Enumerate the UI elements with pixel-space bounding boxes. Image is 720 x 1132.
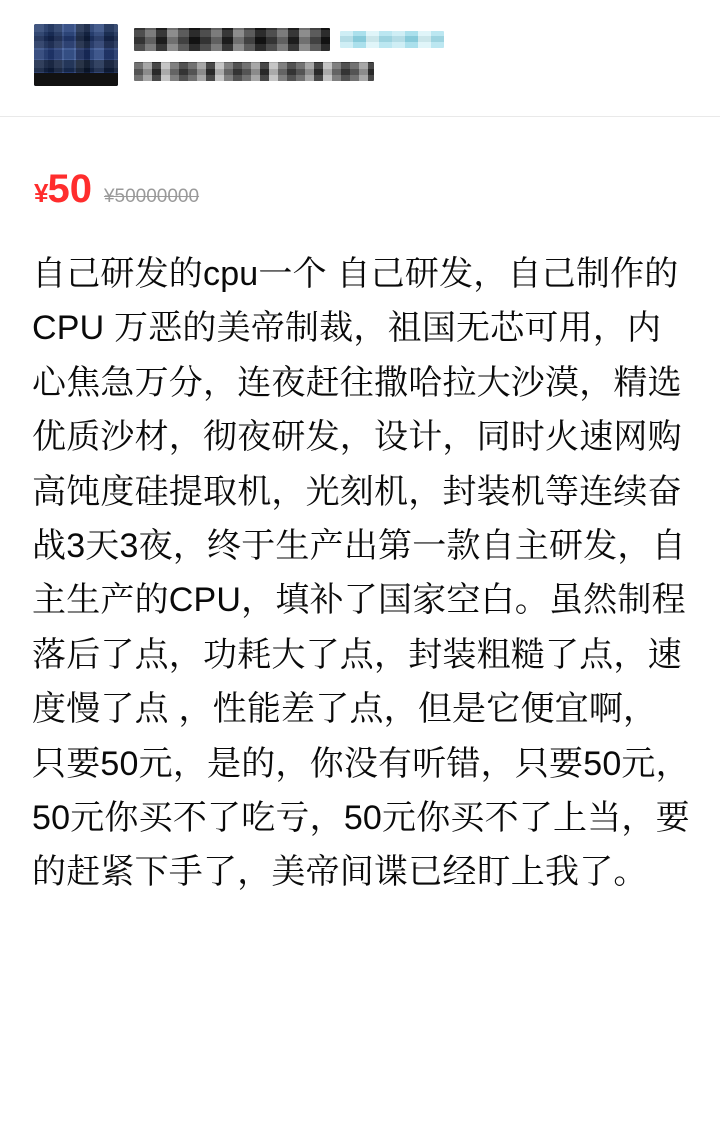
seller-subtitle-row <box>134 62 686 81</box>
avatar[interactable] <box>34 24 118 86</box>
seller-name-censored <box>134 28 330 51</box>
seller-subtitle-censored <box>134 62 374 81</box>
seller-info <box>134 24 686 81</box>
avatar-bottom-bar <box>34 73 118 86</box>
price-block <box>0 117 720 209</box>
seller-header[interactable] <box>0 0 720 117</box>
seller-tag-censored <box>340 31 444 48</box>
current-price <box>34 169 92 209</box>
original-price: ¥50000000 <box>103 186 200 207</box>
seller-name-row <box>134 28 686 51</box>
current-price-value: 50 <box>47 167 92 211</box>
currency-symbol: ¥ <box>34 178 48 208</box>
listing-description: 自己研发的cpu一个 自己研发，自己制作的CPU 万恶的美帝制裁，祖国无芯可用，内心焦急万分，连夜赶往撒哈拉大沙漠，精选优质沙材，彻夜研发，设计，同时火速网购高饨度硅提取机，光刻机，封装机等连续奋战3天3夜，终于生产出第一款自主研发，自主生产的CPU，填补了国家空白。虽然制程落后了点，功耗大了点，封装粗糙了点，速度慢了点 ，性能差了点，但是它便宜啊，只要50元，是的，你没有听错，只要50元，50元你买不了吃亏，50元你买不了上当，要的赶紧下手了，美帝间谍已经盯上我了。 <box>32 255 690 892</box>
